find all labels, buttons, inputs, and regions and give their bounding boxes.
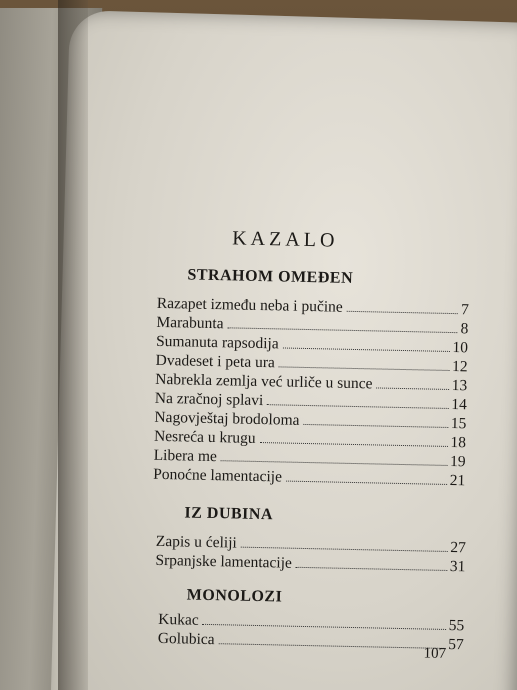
entry-title: Nesreća u krugu <box>153 427 256 447</box>
entry-title: Nabrekla zemlja već urliče u sunce <box>155 370 373 393</box>
dot-leader <box>227 327 457 333</box>
dot-leader <box>203 624 446 630</box>
entry-page: 21 <box>449 472 466 490</box>
entry-page: 18 <box>450 434 467 452</box>
entry-page: 8 <box>460 320 469 338</box>
dot-leader <box>279 366 449 371</box>
entry-page: 31 <box>449 558 466 576</box>
entry-page: 13 <box>451 377 468 395</box>
dot-leader <box>221 460 447 466</box>
entry-page: 15 <box>450 415 467 433</box>
dot-leader <box>241 547 448 552</box>
page-number: 107 <box>423 645 447 662</box>
entry-page: 14 <box>451 396 467 414</box>
section-entries-monolozi <box>158 610 465 654</box>
entry-page: 10 <box>452 339 469 357</box>
dot-leader <box>296 567 447 571</box>
entry-title: Nagovještaj brodoloma <box>154 408 300 429</box>
entry-page: 57 <box>448 636 464 654</box>
entry-title: Marabunta <box>156 313 224 333</box>
toc-heading: KAZALO <box>231 227 339 252</box>
entry-title: Dvadeset i peta ura <box>155 351 276 372</box>
entry-title: Na zračnoj splavi <box>154 389 264 410</box>
dot-leader <box>303 424 447 428</box>
entry-page: 27 <box>450 539 466 557</box>
entry-title: Libera me <box>153 446 218 466</box>
section-title-iz-dubina: IZ DUBINA <box>184 504 274 524</box>
dot-leader <box>347 311 458 314</box>
entry-title: Golubica <box>157 629 215 649</box>
section-title-monolozi: MONOLOZI <box>186 586 283 606</box>
entry-page: 55 <box>448 617 465 635</box>
entry-title: Srpanjske lamentacije <box>155 551 293 572</box>
entry-title: Zapis u ćeliji <box>155 532 237 552</box>
section-entries-iz-dubina <box>155 532 466 576</box>
dot-leader <box>283 347 450 351</box>
entry-title: Kukac <box>158 610 199 629</box>
entry-title: Razapet između neba i pučine <box>156 294 343 316</box>
dot-leader <box>260 442 448 447</box>
entry-page: 7 <box>460 301 469 319</box>
dot-leader <box>376 387 448 390</box>
dot-leader <box>219 643 446 649</box>
entry-page: 12 <box>451 358 468 376</box>
section-title-strahom-omeden: STRAHOM OMEĐEN <box>187 266 354 287</box>
dot-leader <box>267 404 448 409</box>
section-entries-strahom-omeden <box>153 294 469 490</box>
entry-title: Ponoćne lamentacije <box>153 465 283 486</box>
entry-page: 19 <box>449 453 466 471</box>
dot-leader <box>286 481 447 485</box>
entry-title: Sumanuta rapsodija <box>155 332 279 353</box>
